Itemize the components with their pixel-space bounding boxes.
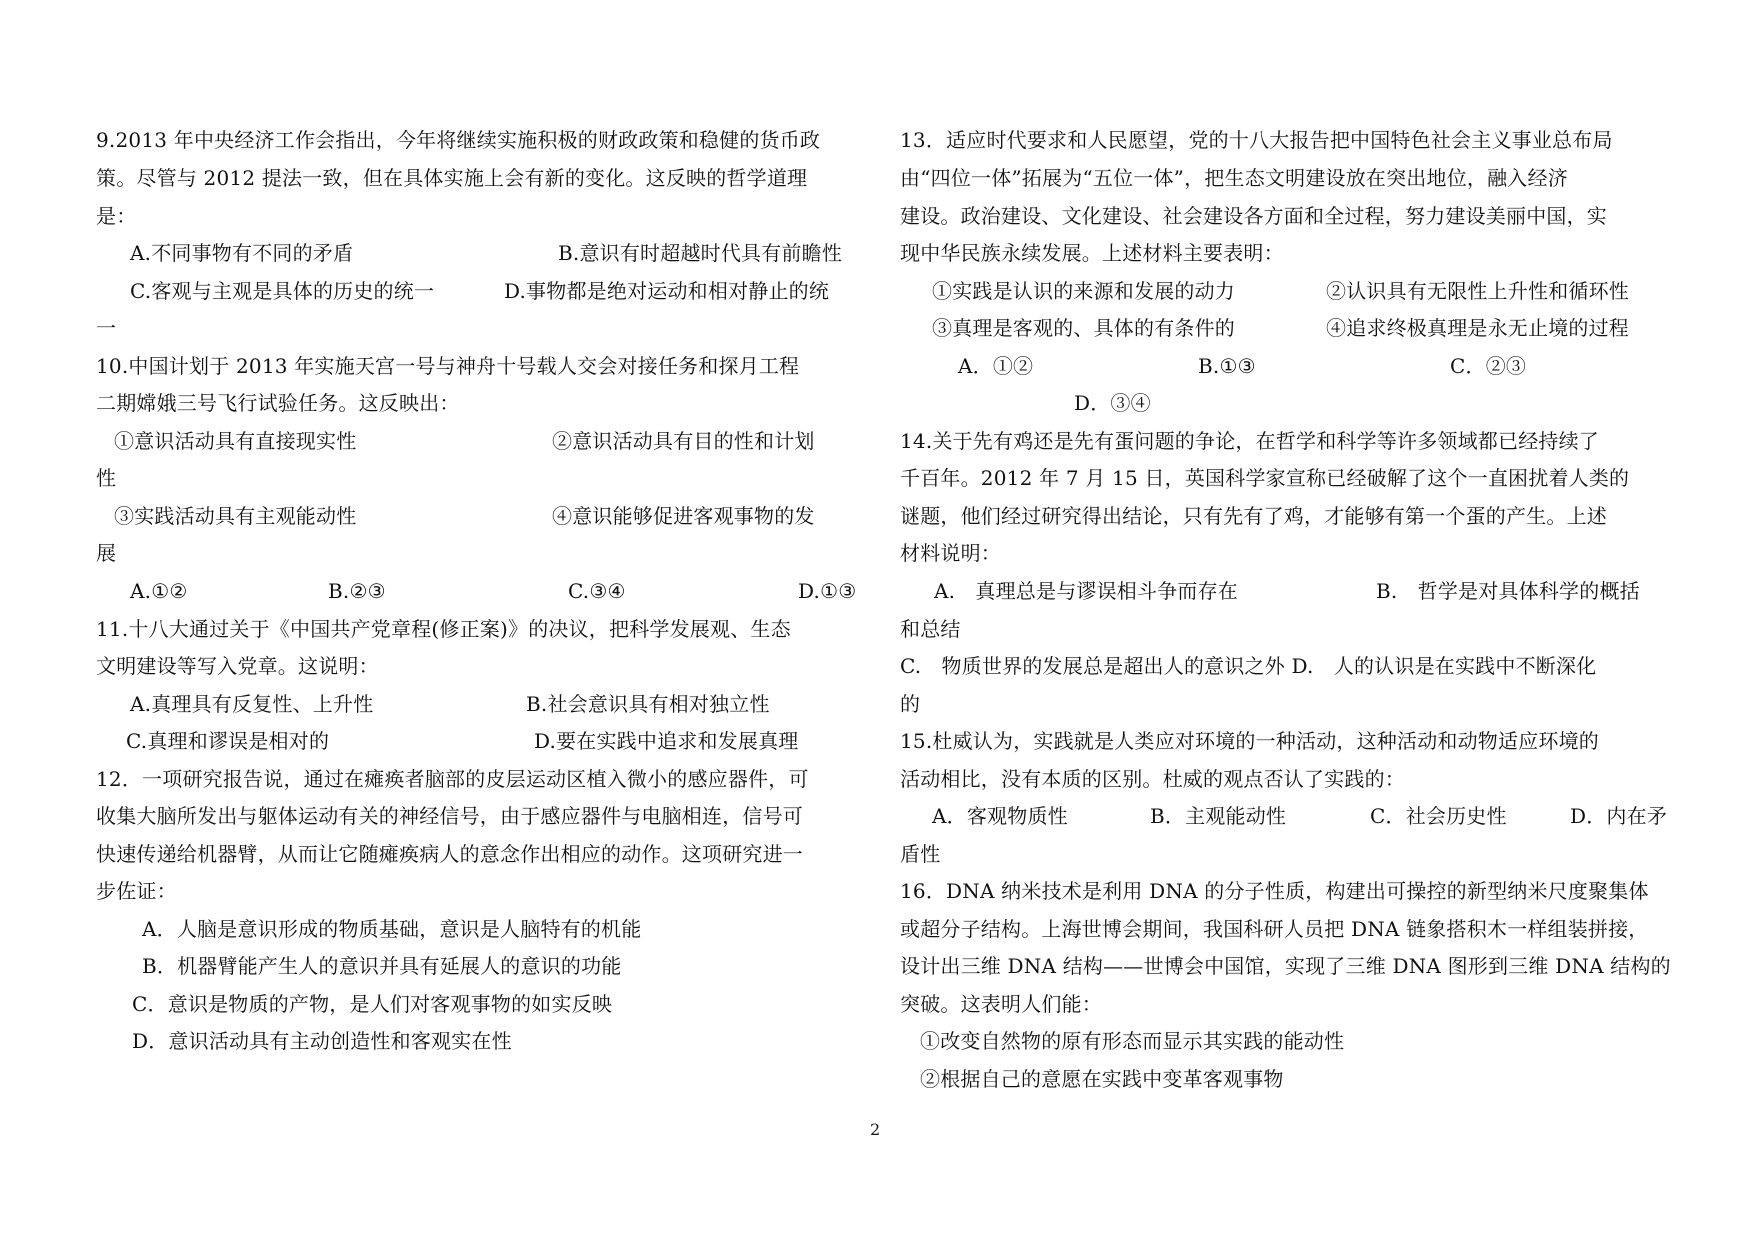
q9-line-3: 是： [96,204,137,228]
q13-line-1: 13．适应时代要求和人民愿望，党的十八大报告把中国特色社会主义事业总布局 [900,128,1613,152]
q11-option-b: B.社会意识具有相对独立性 [526,692,770,716]
q13-option-d: D．③④ [1074,391,1151,415]
q11-option-d: D.要在实践中追求和发展真理 [534,729,799,753]
q12-line-3: 快速传递给机器臂，从而让它随瘫痪病人的意念作出相应的动作。这项研究进一 [96,842,803,866]
q10-item-4: ④意识能够促进客观事物的发 [552,504,815,528]
q13-option-a: A．①② [958,354,1034,378]
q12-option-d: D．意识活动具有主动创造性和客观实在性 [132,1029,512,1053]
q12-option-b: B．机器臂能产生人的意识并具有延展人的意识的功能 [142,954,622,978]
q12-option-c: C．意识是物质的产物，是人们对客观事物的如实反映 [132,992,613,1016]
q10-line-1: 10.中国计划于 2013 年实施天宫一号与神舟十号载人交会对接任务和探月工程 [96,354,800,378]
q14-option-b: B. 哲学是对具体科学的概括 [1376,579,1640,603]
q14-line-2: 千百年。2012 年 7 月 15 日，英国科学家宣称已经破解了这个一直困扰着人类的 [900,466,1630,490]
q16-line-2: 或超分子结构。上海世博会期间，我国科研人员把 DNA 链象搭积木一样组装拼接， [900,917,1649,941]
q12-line-4: 步佐证： [96,879,177,903]
q14-line-3: 谜题，他们经过研究得出结论，只有先有了鸡，才能够有第一个蛋的产生。上述 [900,504,1607,528]
q16-line-3: 设计出三维 DNA 结构——世博会中国馆，实现了三维 DNA 图形到三维 DNA 结构的 [900,954,1671,978]
q14-option-a: A. 真理总是与谬误相斗争而存在 [934,579,1239,603]
q14-line-1: 14.关于先有鸡还是先有蛋问题的争论，在哲学和科学等许多领域都已经持续了 [900,429,1600,453]
q16-line-4: 突破。这表明人们能： [900,992,1102,1016]
q10-option-a: A.①② [130,579,188,603]
q12-line-1: 12．一项研究报告说，通过在瘫痪者脑部的皮层运动区植入微小的感应器件，可 [96,767,809,791]
q14-option-b-wrap: 和总结 [900,617,961,641]
q14-line-4: 材料说明： [900,541,1001,565]
q16-line-1: 16．DNA 纳米技术是利用 DNA 的分子性质，构建出可操控的新型纳米尺度聚集体 [900,879,1649,903]
q15-option-d-wrap: 盾性 [900,842,941,866]
q13-item-4: ④追求终极真理是永无止境的过程 [1326,316,1629,340]
q16-item-1: ①改变自然物的原有形态而显示其实践的能动性 [920,1029,1345,1053]
q13-item-2: ②认识具有无限性上升性和循环性 [1326,279,1629,303]
q13-line-3: 建设。政治建设、文化建设、社会建设各方面和全过程，努力建设美丽中国，实 [900,204,1607,228]
q14-options-c-d: C. 物质世界的发展总是超出人的意识之外 D. 人的认识是在实践中不断深化 [900,654,1597,678]
q10-line-2: 二期嫦娥三号飞行试验任务。这反映出： [96,391,460,415]
q13-item-1: ①实践是认识的来源和发展的动力 [932,279,1235,303]
q9-option-d-wrap: 一 [96,316,117,340]
q15-option-a: A．客观物质性 [932,804,1068,828]
q15-option-c: C．社会历史性 [1370,804,1507,828]
q11-line-1: 11.十八大通过关于《中国共产党章程(修正案)》的决议，把科学发展观、生态 [96,617,791,641]
q15-option-d: D．内在矛 [1570,804,1668,828]
q10-item-2-wrap: 性 [96,466,117,490]
q9-line-1: 9.2013 年中央经济工作会指出，今年将继续实施积极的财政政策和稳健的货币政 [96,128,821,152]
q16-item-2: ②根据自己的意愿在实践中变革客观事物 [920,1067,1284,1091]
q10-item-1: ①意识活动具有直接现实性 [114,429,357,453]
q9-option-b: B.意识有时超越时代具有前瞻性 [558,241,843,265]
q10-option-b: B.②③ [328,579,386,603]
q9-option-d: D.事物都是绝对运动和相对静止的统 [504,279,830,303]
q9-option-c: C.客观与主观是具体的历史的统一 [130,279,435,303]
q13-line-4: 现中华民族永续发展。上述材料主要表明： [900,241,1284,265]
q15-option-b: B．主观能动性 [1150,804,1287,828]
q10-option-c: C.③④ [568,579,626,603]
q11-option-a: A.真理具有反复性、上升性 [130,692,374,716]
q9-option-a: A.不同事物有不同的矛盾 [130,241,354,265]
q13-item-3: ③真理是客观的、具体的有条件的 [932,316,1235,340]
q15-line-2: 活动相比，没有本质的区别。杜威的观点否认了实践的： [900,767,1405,791]
q9-line-2: 策。尽管与 2012 提法一致，但在具体实施上会有新的变化。这反映的哲学道理 [96,166,808,190]
q12-option-a: A．人脑是意识形成的物质基础，意识是人脑特有的机能 [142,917,642,941]
q12-line-2: 收集大脑所发出与躯体运动有关的神经信号，由于感应器件与电脑相连，信号可 [96,804,803,828]
q10-item-3: ③实践活动具有主观能动性 [114,504,357,528]
q15-line-1: 15.杜威认为，实践就是人类应对环境的一种活动，这种活动和动物适应环境的 [900,729,1600,753]
q11-line-2: 文明建设等写入党章。这说明： [96,654,379,678]
page-number: 2 [870,1120,881,1139]
q10-item-4-wrap: 展 [96,541,117,565]
q14-option-d-wrap: 的 [900,692,921,716]
q13-line-2: 由“四位一体”拓展为“五位一体”，把生态文明建设放在突出地位，融入经济 [900,166,1568,190]
q11-option-c: C.真理和谬误是相对的 [126,729,330,753]
q10-item-2: ②意识活动具有目的性和计划 [552,429,815,453]
q13-option-c: C．②③ [1450,354,1527,378]
q13-option-b: B.①③ [1198,354,1256,378]
q10-option-d: D.①③ [798,579,857,603]
